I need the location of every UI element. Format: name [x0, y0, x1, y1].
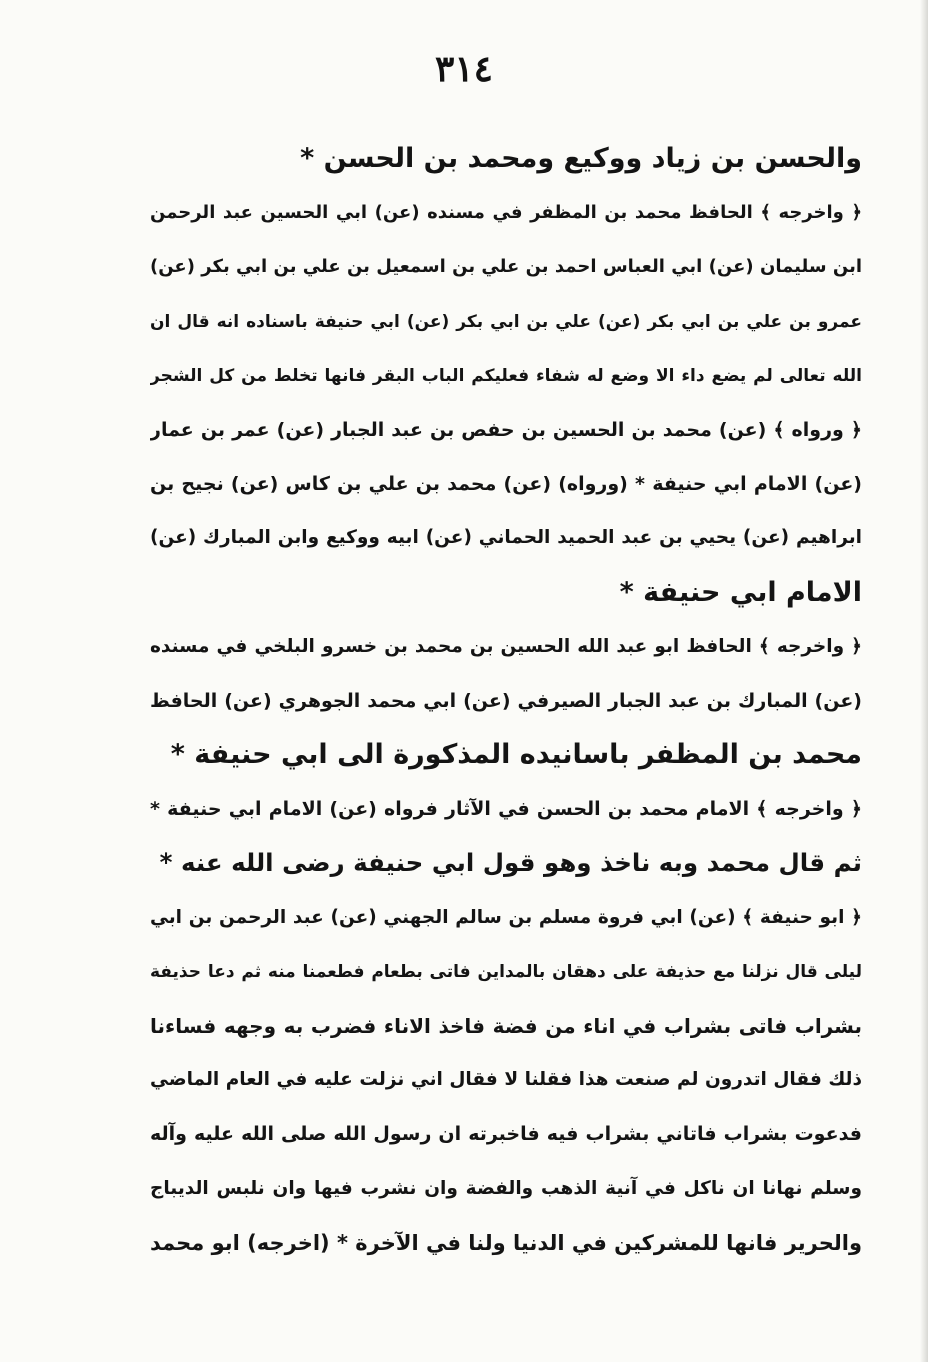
text-line: (عن) المبارك بن عبد الجبار الصيرفي (عن) ابي محمد الجوهري (عن) الحافظ: [150, 689, 862, 712]
text-line: ﴿ ابو حنيفة ﴾ (عن) ابي فروة مسلم بن سالم الجهني (عن) عبد الرحمن بن ابي: [150, 906, 862, 928]
text-line: ذلك فقال اتدرون لم صنعت هذا فقلنا لا فقال اني نزلت عليه في العام الماضي: [150, 1069, 862, 1091]
scan-edge-shadow: [920, 0, 928, 1362]
text-line: ﴿ ورواه ﴾ (عن) محمد بن الحسين بن حفص بن عبد الجبار (عن) عمر بن عمار: [150, 418, 862, 441]
text-line: والحسن بن زياد ووكيع ومحمد بن الحسن *: [300, 143, 862, 174]
text-line: ﴿ واخرجه ﴾ الحافظ محمد بن المظفر في مسنده (عن) ابي الحسين عبد الرحمن: [150, 202, 862, 224]
text-line: ابن سليمان (عن) ابي العباس احمد بن علي بن اسمعيل بن علي بن ابي بكر (عن): [150, 256, 862, 278]
text-line: فدعوت بشراب فاتاني بشراب فيه فاخبرته ان رسول الله صلى الله عليه وآله: [150, 1123, 862, 1146]
text-line: ابراهيم (عن) يحيي بن عبد الحميد الحماني (عن) ابيه ووكيع وابن المبارك (عن): [150, 527, 862, 549]
text-line: ليلى قال نزلنا مع حذيفة على دهقان بالمداين فاتى بطعام فطعمنا منه ثم دعا حذيفة: [150, 961, 862, 982]
text-line: الامام ابي حنيفة *: [619, 576, 862, 608]
text-line: (عن) الامام ابي حنيفة * (ورواه) (عن) محمد بن علي بن كاس (عن) نجيح بن: [150, 473, 862, 496]
arabic-text-block: [150, 132, 862, 1270]
text-line: والحرير فانها للمشركين في الدنيا ولنا في الآخرة * (اخرجه) ابو محمد: [150, 1230, 862, 1255]
text-line: الله تعالى لم يضع داء الا وضع له شفاء فعليكم الباب البقر فانها تخلط من كل الشجر: [150, 365, 862, 386]
text-line: وسلم نهانا ان ناكل في آنية الذهب والفضة وان نشرب فيها وان نلبس الديباج: [150, 1177, 862, 1199]
text-line: ثم قال محمد وبه ناخذ وهو قول ابي حنيفة رضى الله عنه *: [159, 848, 862, 878]
text-line: محمد بن المظفر باسانيده المذكورة الى ابي حنيفة *: [170, 739, 862, 771]
text-line: عمرو بن علي بن ابي بكر (عن) علي بن ابي بكر (عن) ابي حنيفة باسناده انه قال ان: [150, 311, 862, 332]
text-line: بشراب فاتى بشراب في اناء من فضة فاخذ الاناء فضرب به وجهه فساءنا: [150, 1014, 862, 1038]
page-number: ٣١٤: [434, 48, 493, 90]
text-line: ﴿ واخرجه ﴾ الامام محمد بن الحسن في الآثار فرواه (عن) الامام ابي حنيفة *: [150, 798, 862, 821]
text-line: ﴿ واخرجه ﴾ الحافظ ابو عبد الله الحسين بن محمد بن خسرو البلخي في مسنده: [150, 635, 862, 657]
